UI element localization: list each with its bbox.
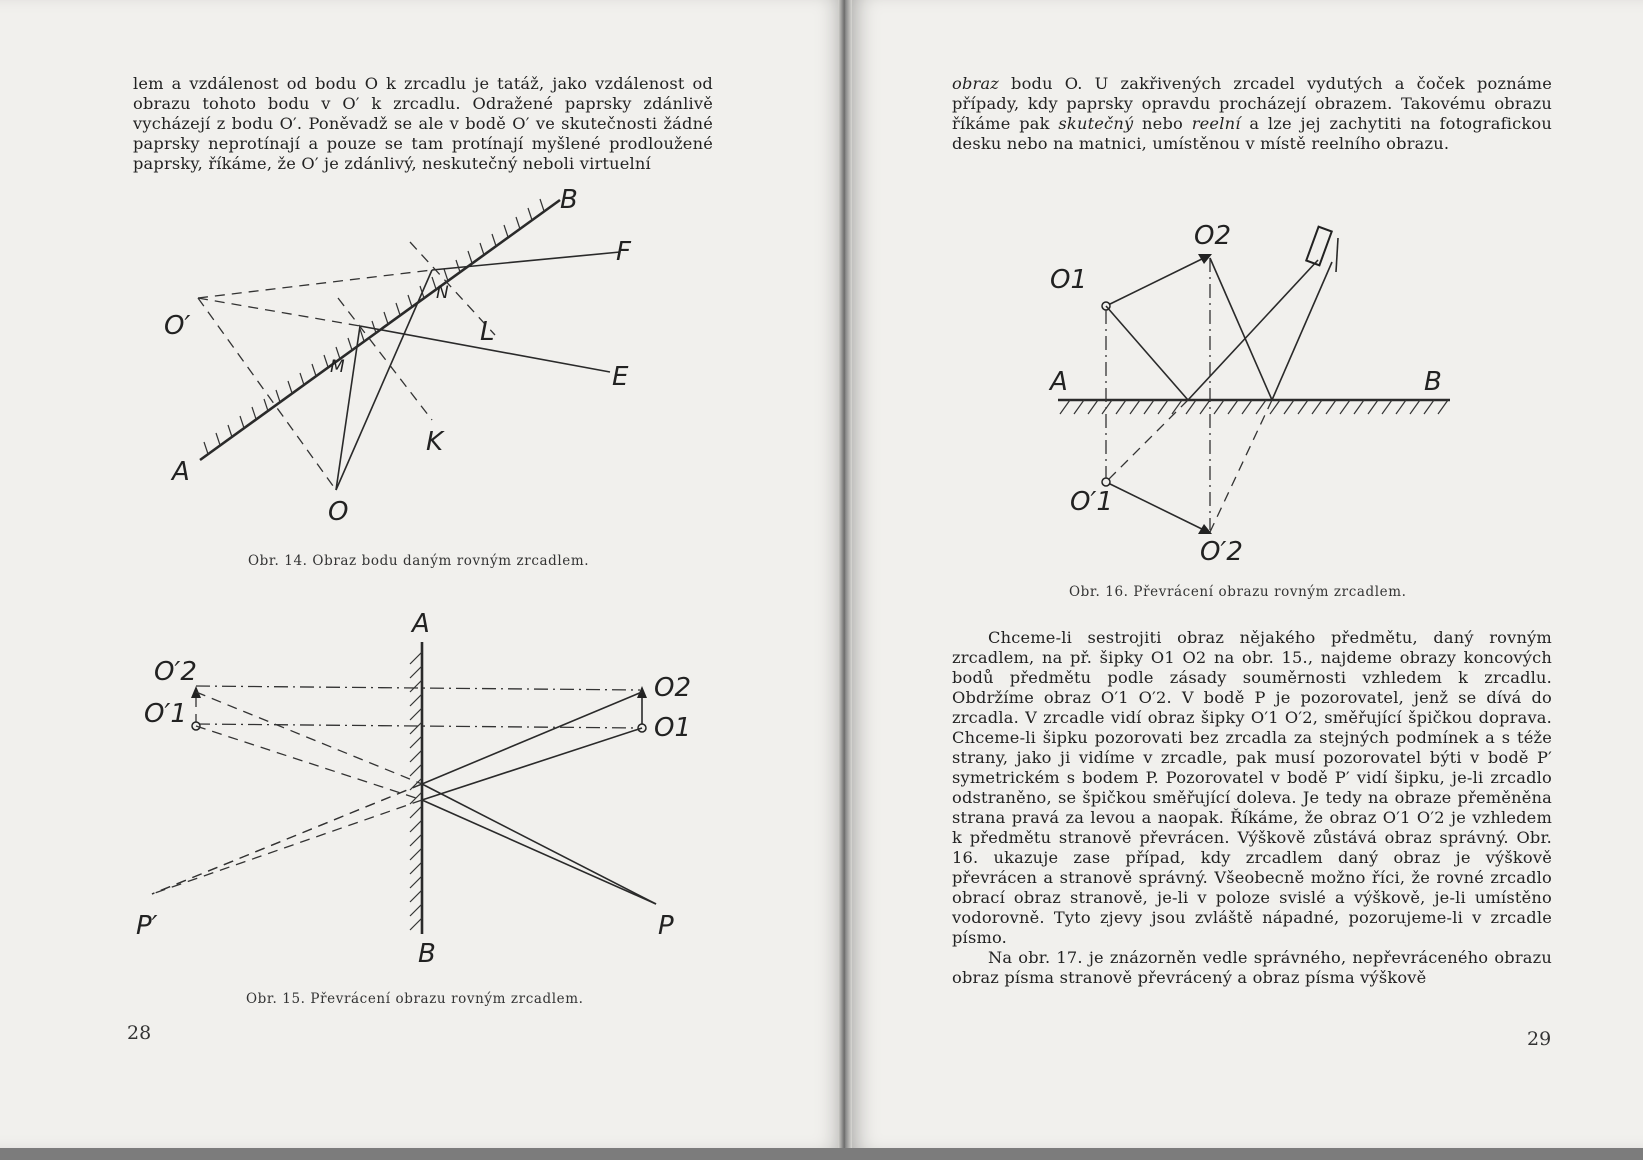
figure-15-caption: Obr. 15. Převrácení obrazu rovným zrcadlem. — [246, 991, 584, 1007]
right-top-paragraph — [952, 74, 1552, 154]
fig15-label-o2: O2 — [654, 673, 692, 703]
fig14-ray-o-m — [336, 326, 360, 490]
figure-16-caption: Obr. 16. Převrácení obrazu rovným zrcadlem. — [1069, 584, 1407, 600]
right-top-text-part-1: bodu O. U zakřivených zrcadel vydutých a čoček poznáme případy, kdy paprsky opravdu procházejí obrazem. Takovému obrazu říkáme pak — [952, 74, 1552, 133]
fig14-dashed-ray-m — [198, 298, 360, 326]
fig16-ray-o1-mirror — [1106, 306, 1188, 400]
fig14-label-l: L — [480, 317, 495, 347]
fig15-dashed-ray-2 — [196, 726, 422, 800]
fig16-dashed-extension-1 — [1106, 400, 1188, 482]
left-top-paragraph-text: lem a vzdálenost od bodu O k zrcadlu je tatáž, jako vzdálenost od obrazu tohoto bodu v O′ k zrcadlu. Odražené paprsky zdánlivě vycházejí z bodu O′. Poněvadž se ale v bodě O′ ve skutečnosti žádné paprsky neprotínají a pouze se tam protínají myšlené prodloužené paprsky, říkáme, že O′ je zdánlivý, neskutečný neboli virtuelní — [133, 74, 713, 173]
fig14-label-n: N — [436, 283, 449, 303]
fig16-label-b: B — [1424, 367, 1442, 397]
fig15-label-a: A — [412, 609, 430, 639]
fig14-label-e: E — [612, 362, 629, 392]
left-page-number: 28 — [127, 1022, 152, 1044]
fig16-mirror-hatching — [1060, 400, 1448, 414]
fig16-label-o2prime: O′2 — [1200, 537, 1243, 567]
fig14-ray-o-n — [336, 270, 432, 490]
fig15-label-o2prime: O′2 — [154, 657, 197, 687]
fig14-label-oprime: O′ — [164, 311, 191, 341]
figure-14-diagram — [160, 180, 680, 527]
term-reelni: reelní — [1191, 114, 1241, 133]
figure-15-diagram — [136, 604, 720, 984]
fig15-dashed-ray-1 — [196, 692, 422, 784]
term-obraz: obraz — [952, 74, 1000, 93]
fig14-label-o: O — [328, 497, 349, 527]
fig16-label-o1: O1 — [1050, 265, 1088, 295]
fig16-arrow-o1-o2 — [1106, 256, 1208, 306]
right-main-text — [952, 628, 1552, 988]
fig16-reflected-1 — [1188, 260, 1318, 400]
term-skutecny: skutečný — [1058, 114, 1134, 133]
fig15-label-p: P — [658, 911, 674, 941]
book-gutter — [838, 0, 852, 1148]
fig16-arrow-o1prime-o2prime — [1106, 482, 1208, 532]
figure-14-caption: Obr. 14. Obraz bodu daným rovným zrcadlem. — [248, 553, 590, 569]
fig15-dashed-ray-pprime-2 — [152, 800, 422, 894]
figure-16-diagram — [1040, 210, 1470, 570]
fig15-label-o1: O1 — [654, 713, 692, 743]
fig16-label-o1prime: O′1 — [1070, 487, 1113, 517]
right-top-text-part-3: a lze jej zachytiti na fotografickou desku nebo na matnici, umístěnou v místě reelního obrazu. — [952, 114, 1553, 153]
fig15-label-o1prime: O′1 — [144, 699, 187, 729]
scan-bottom-edge — [0, 1148, 1643, 1160]
fig15-line-o2-o2prime — [196, 686, 640, 690]
fig15-label-pprime: P′ — [136, 911, 158, 941]
fig15-ray-p-1 — [422, 784, 656, 904]
fig16-reflected-2 — [1272, 262, 1332, 400]
fig14-label-m: M — [330, 357, 345, 377]
right-page-number: 29 — [1527, 1028, 1552, 1050]
fig16-observer-stand — [1336, 238, 1338, 272]
fig14-label-a: A — [172, 457, 190, 487]
fig16-observer-eye-icon — [1306, 227, 1331, 266]
left-top-paragraph — [133, 74, 713, 174]
fig14-label-k: K — [426, 427, 444, 457]
fig16-label-a: A — [1050, 367, 1068, 397]
right-top-paragraph-text — [952, 74, 1552, 154]
fig14-dashed-o-oprime — [198, 298, 336, 490]
fig16-label-o2: O2 — [1194, 221, 1232, 251]
fig14-dashed-ray-n — [198, 270, 432, 298]
fig16-dashed-extension-2 — [1210, 400, 1272, 532]
fig16-point-o1prime — [1102, 478, 1110, 486]
fig15-ray-p-2 — [422, 800, 656, 904]
fig15-mirror-hatching — [410, 652, 422, 930]
fig16-ray-o2-mirror — [1210, 258, 1272, 400]
fig14-label-f: F — [616, 237, 631, 267]
right-top-text-part-2: nebo — [1133, 114, 1192, 133]
right-main-paragraph: Chceme-li sestrojiti obraz nějakého předmětu, daný rovným zrcadlem, na př. šipky O1 O2 na obr. 15., najdeme obrazy koncových bodů předmětu podle zásady souměrnosti vzhledem k zrcadlu. Obdržíme obraz O′1 O′2. V bodě P je pozorovatel, jenž se dívá do zrcadla. V zrcadle vidí obraz šipky O′1 O′2, směřující špičkou doprava. Chceme-li šipku pozorovati bez zrcadla za stejných podmínek a s téže strany, jako ji vidíme v zrcadle, pak musí pozorovatel býti v bodě P′ symetrickém s bodem P. Pozorovatel v bodě P′ vidí šipku, je-li zrcadlo odstraněno, se špičkou směřující doleva. Je tedy na obraze přeměněna strana pravá za levou a naopak. Říkáme, že obraz O′1 O′2 je vzhledem k předmětu stranově převrácen. Výškově zůstává obraz správný. Obr. 16. ukazuje zase případ, kdy zrcadlem daný obraz je výškově převrácen a stranově správný. Všeobecně možno říci, že rovné zrcadlo obrací obraz stranově, je-li v poloze svislé a výškově, je-li umístěno vodorovně. Tyto zjevy jsou zvláště nápadné, pozorujeme-li v zrcadle písmo. — [952, 628, 1552, 947]
fig14-ray-n-f — [432, 252, 620, 270]
fig15-label-b: B — [418, 939, 436, 969]
fig14-label-b: B — [560, 185, 578, 215]
right-last-paragraph: Na obr. 17. je znázorněn vedle správného, nepřevráceného obrazu obraz písma stranově převrácený a obraz písma výškově — [952, 948, 1552, 987]
